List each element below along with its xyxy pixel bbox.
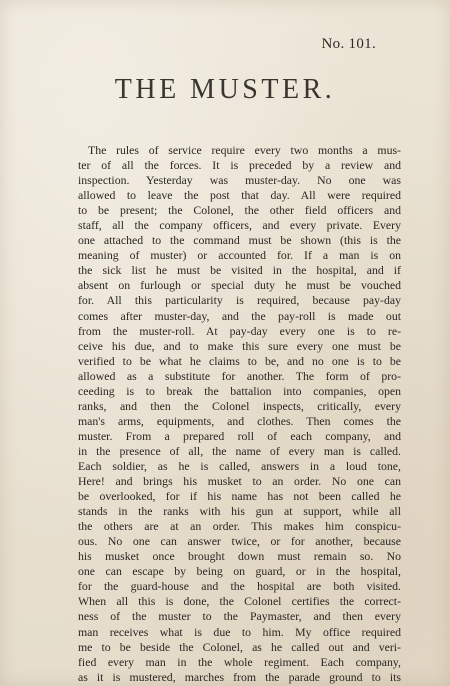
text-line: ranks, and then the Colonel inspects, critically, every <box>78 398 401 413</box>
body-text <box>78 143 401 685</box>
text-line: Here! and brings his musket to an order. No one can <box>78 474 401 489</box>
text-line: muster. From a prepared roll of each company, and <box>78 428 401 443</box>
text-line: the sick list he must be visited in the hospital, and if <box>78 263 401 278</box>
text-line: absent on furlough or special duty he must be vouched <box>78 278 401 293</box>
text-line: the others are at an order. This makes him conspicu- <box>78 519 401 534</box>
text-line: one attached to the command must be shown (this is the <box>78 233 401 248</box>
text-line: The rules of service require every two months a mus- <box>88 143 401 157</box>
text-line: ter of all the forces. It is preceded by a review and <box>78 158 401 173</box>
text-line: as it is mustered, marches from the parade ground to its <box>78 669 401 684</box>
text-line: fied every man in the whole regiment. Each company, <box>78 654 401 669</box>
text-line: inspection. Yesterday was muster-day. No one was <box>78 173 401 188</box>
text-line: his musket once brought down must remain so. No <box>78 549 401 564</box>
text-line: When all this is done, the Colonel certifies the correct- <box>78 594 401 609</box>
text-line: man's arms, equipments, and clothes. Then comes the <box>78 413 401 428</box>
text-line: staff, all the company officers, and every private. Every <box>78 218 401 233</box>
text-line: in the presence of all, the name of every man is called. <box>78 443 401 458</box>
text-line: for the guard-house and the hospital are both visited. <box>78 579 401 594</box>
text-line: me to be beside the Colonel, as he called out and veri- <box>78 639 401 654</box>
text-line: for. All this particularity is required, because pay-day <box>78 293 401 308</box>
text-line: man receives what is due to him. My office required <box>78 624 401 639</box>
document-title: THE MUSTER. <box>114 74 336 105</box>
text-line: stands in the ranks with his gun at support, while all <box>78 504 401 519</box>
text-line: ceive his due, and to make this sure every one must be <box>78 338 401 353</box>
text-line: to be present; the Colonel, the other field officers and <box>78 203 401 218</box>
text-line: meaning of muster) or accounted for. If a man is on <box>78 248 401 263</box>
text-line: ous. No one can answer twice, or for another, because <box>78 534 401 549</box>
text-line: Each soldier, as he is called, answers in a loud tone, <box>78 458 401 473</box>
text-line: comes after muster-day, and the pay-roll is made out <box>78 308 401 323</box>
text-line: from the muster-roll. At pay-day every one is to re- <box>78 323 401 338</box>
text-line: be overlooked, for if his name has not been called he <box>78 489 401 504</box>
text-line: ness of the muster to the Paymaster, and then every <box>78 609 401 624</box>
tract-number: No. 101. <box>321 36 376 52</box>
text-line: allowed to leave the post that day. All were required <box>78 188 401 203</box>
text-line: verified to be what he claims to be, and no one is to be <box>78 353 401 368</box>
text-line: ceeding is to break the battalion into companies, open <box>78 383 401 398</box>
text-line: allowed as a substitute for another. The form of pro- <box>78 368 401 383</box>
text-line: one can escape by being on guard, or in the hospital, <box>78 564 401 579</box>
